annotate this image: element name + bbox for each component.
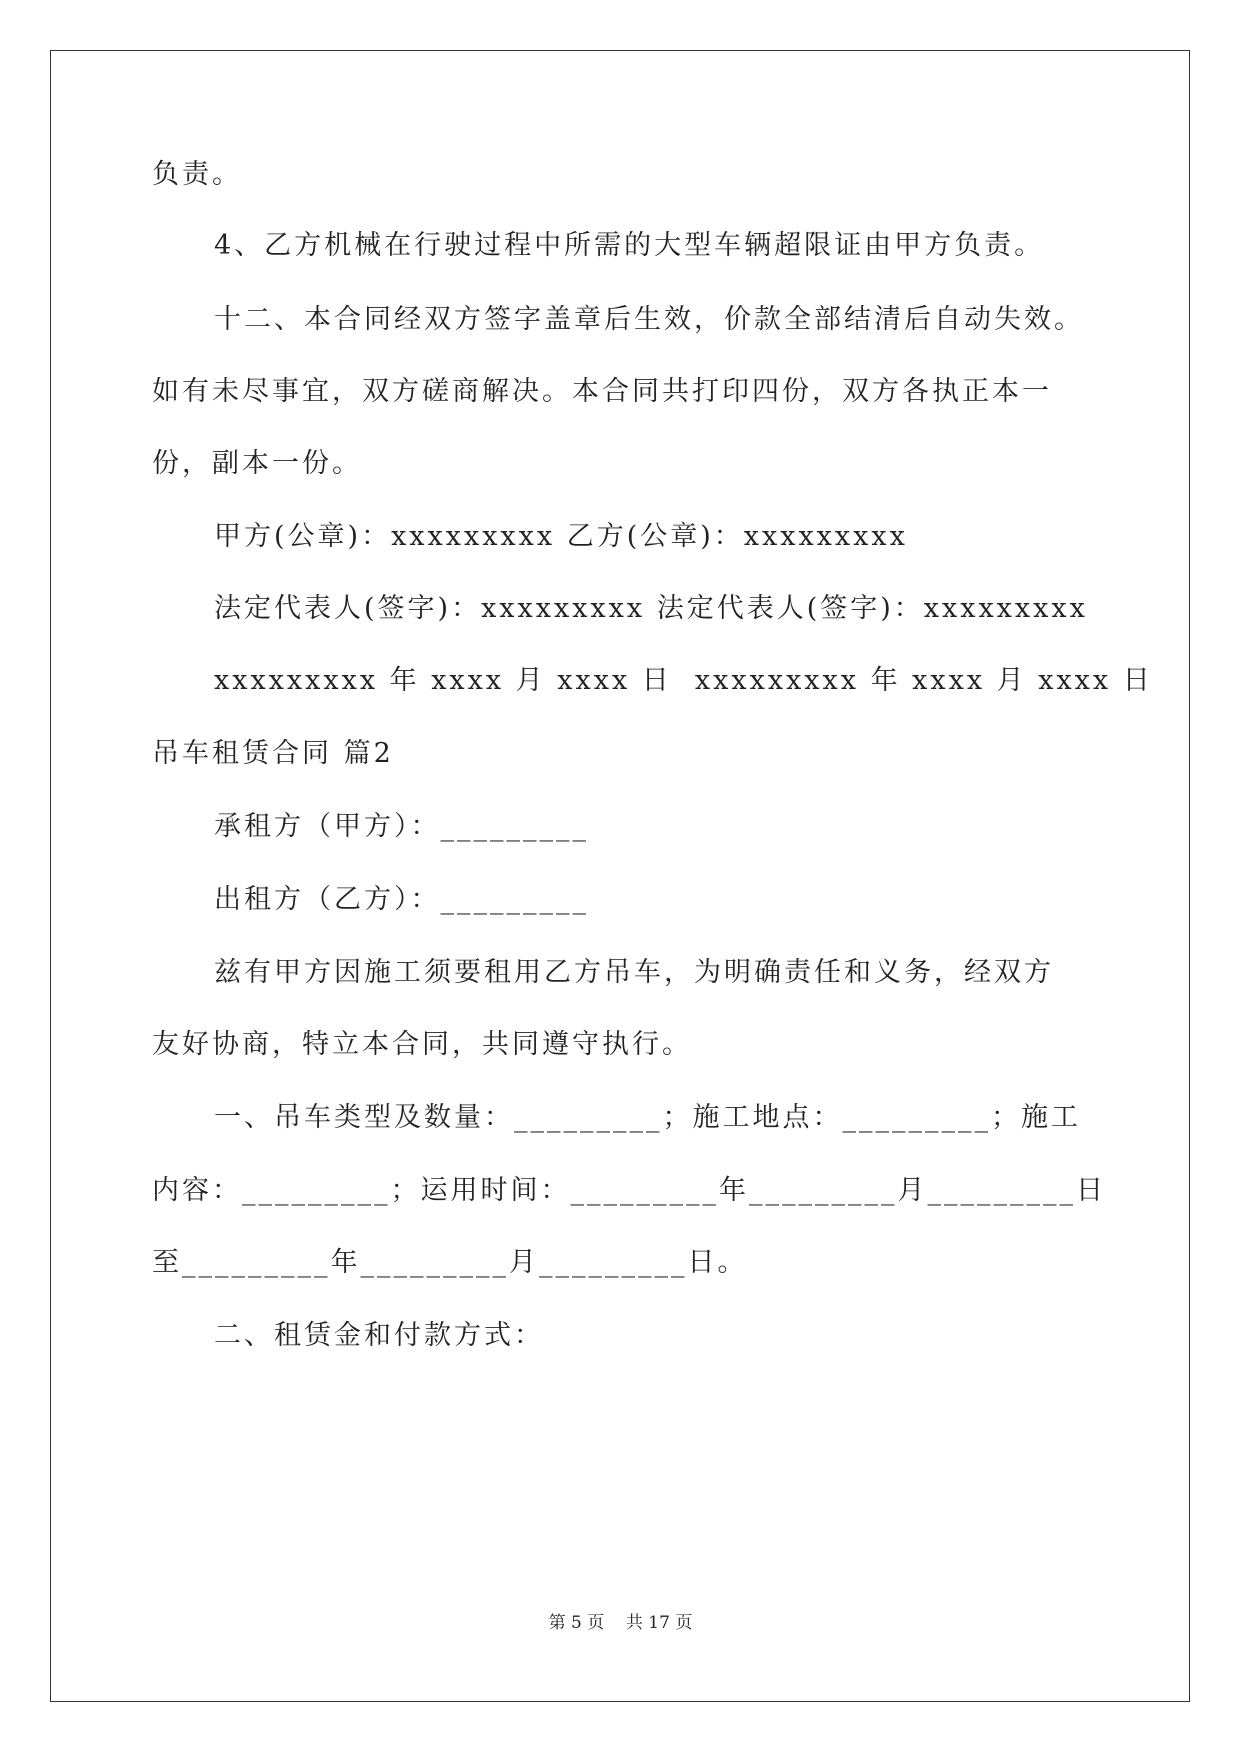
signature-line-representative: 法定代表人(签字)：xxxxxxxxx 法定代表人(签字)：xxxxxxxxx xyxy=(214,593,1088,624)
body-line-5: 份，副本一份。 xyxy=(152,448,362,479)
body-line-3: 十二、本合同经双方签字盖章后生效，价款全部结清后自动失效。 xyxy=(214,304,1084,335)
body-line-13: 友好协商，特立本合同，共同遵守执行。 xyxy=(152,1029,692,1060)
lessee-line: 承租方（甲方）：_________ xyxy=(214,811,589,842)
signature-line-seal: 甲方(公章)：xxxxxxxxx 乙方(公章)：xxxxxxxxx xyxy=(214,521,908,552)
signature-line-date: xxxxxxxxx 年 xxxx 月 xxxx 日 xxxxxxxxx 年 xxxx 月 xxxx 日 xyxy=(214,665,1153,696)
lessor-line: 出租方（乙方）：_________ xyxy=(214,884,589,915)
body-line-12: 兹有甲方因施工须要租用乙方吊车，为明确责任和义务，经双方 xyxy=(214,957,1054,988)
body-line-1: 负责。 xyxy=(152,159,242,190)
body-line-4: 如有未尽事宜，双方磋商解决。本合同共打印四份，双方各执正本一 xyxy=(152,376,1052,407)
clause-1-line-2: 内容：_________；运用时间：_________年_________月_________日 xyxy=(152,1175,1106,1206)
clause-1-line-3: 至_________年_________月_________日。 xyxy=(152,1247,748,1278)
page-number: 第 5 页 共 17 页 xyxy=(548,1613,693,1633)
clause-2-heading: 二、租赁金和付款方式： xyxy=(214,1320,544,1351)
page-border xyxy=(50,50,1190,1702)
clause-1-line-1: 一、吊车类型及数量：_________；施工地点：_________；施工 xyxy=(214,1102,1081,1133)
body-line-2: 4、乙方机械在行驶过程中所需的大型车辆超限证由甲方负责。 xyxy=(214,230,1045,261)
section-heading: 吊车租赁合同 篇2 xyxy=(152,738,394,769)
